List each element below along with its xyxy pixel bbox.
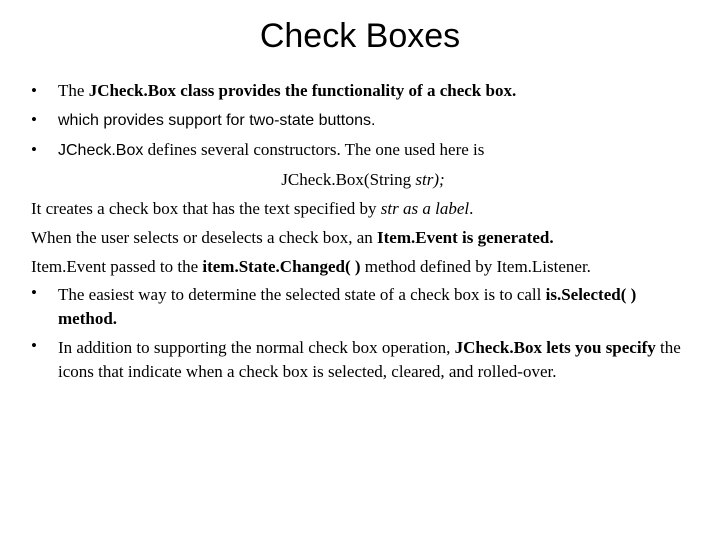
paragraph-item-event <box>31 223 695 252</box>
text-run: When the user selects or deselects a check box, an <box>31 228 377 247</box>
bullet-dot: • <box>31 81 37 100</box>
italic-text: str as a label <box>380 199 470 218</box>
bold-text: JCheck.Box lets you specify <box>454 338 656 357</box>
bold-text: JCheck.Box class provides the functionality of a check box. <box>88 81 517 100</box>
bold-text: is.Selected( ) method. <box>58 285 637 328</box>
slide-body <box>31 76 695 387</box>
text-run: The <box>58 81 89 100</box>
text-run: method defined by Item.Listener. <box>360 257 591 276</box>
bullet-dot: • <box>31 110 37 129</box>
text-run: defines several constructors. The one used here is <box>143 140 485 159</box>
page-title: Check Boxes <box>259 17 461 55</box>
italic-text: str); <box>415 170 445 189</box>
text-run: the icons that indicate when a check box is selected, cleared, and rolled-over. <box>58 338 681 381</box>
bullet-dot: • <box>31 283 37 302</box>
constructor-line <box>31 165 695 194</box>
bold-text: Item.Event is generated. <box>377 228 554 247</box>
text-run: . <box>469 199 474 218</box>
bullet-dot: • <box>31 140 37 159</box>
text-run: In addition to supporting the normal check box operation, <box>58 338 455 357</box>
text-run: The easiest way to determine the selected state of a check box is to call <box>58 285 546 304</box>
bullet-dot: • <box>31 336 37 355</box>
bullet-item-jcheckbox-class <box>31 76 695 105</box>
paragraph-state-changed <box>31 252 695 281</box>
bullet-item-is-selected <box>31 281 695 334</box>
bullet-item-two-state <box>31 105 695 135</box>
bullet-item-icons <box>31 334 695 387</box>
text-run: Item.Event passed to the <box>31 257 203 276</box>
text-run: JCheck.Box(String <box>281 170 416 189</box>
bold-text: JCheck.Box <box>58 142 144 159</box>
paragraph-label <box>31 194 695 223</box>
text-run: which provides support for two-state buttons. <box>58 112 376 129</box>
bullet-item-constructors <box>31 135 695 165</box>
bold-text: item.State.Changed( ) <box>202 257 361 276</box>
text-run: It creates a check box that has the text specified by <box>31 199 381 218</box>
